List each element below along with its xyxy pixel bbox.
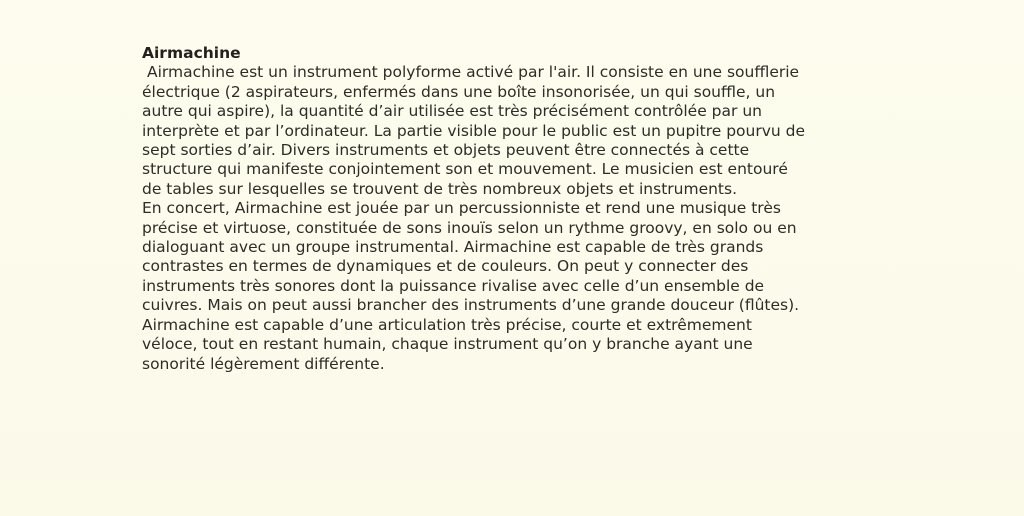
text-line: dialoguant avec un groupe instrumental. Airmachine est capable de très grands <box>142 238 764 257</box>
paragraph-concert <box>142 199 982 374</box>
text-line: de tables sur lesquelles se trouvent de très nombreux objets et instruments. <box>142 179 738 198</box>
document-title: Airmachine <box>142 44 241 62</box>
text-line: Airmachine est capable d’une articulation très précise, courte et extrêmement <box>142 315 752 334</box>
text-line: interprète et par l’ordinateur. La partie visible pour le public est un pupitre pourvu de <box>142 121 806 140</box>
paragraph-description <box>142 63 982 199</box>
text-line: précise et virtuose, constituée de sons inouïs selon un rythme groovy, en solo ou en <box>142 218 797 237</box>
text-line: contrastes en termes de dynamiques et de couleurs. On peut y connecter des <box>142 257 749 276</box>
text-line: instruments très sonores dont la puissance rivalise avec celle d’un ensemble de <box>142 276 765 295</box>
text-line: sept sorties d’air. Divers instruments et objets peuvent être connectés à cette <box>142 141 750 160</box>
text-line: En concert, Airmachine est jouée par un percussionniste et rend une musique très <box>142 199 781 218</box>
article-block <box>142 44 982 374</box>
text-line: véloce, tout en restant humain, chaque instrument qu’on y branche ayant une <box>142 335 753 354</box>
text-line: autre qui aspire), la quantité d’air utilisée est très précisément contrôlée par un <box>142 102 762 121</box>
text-line: Airmachine est un instrument polyforme activé par l'air. Il consiste en une soufflerie <box>147 63 800 82</box>
text-line: structure qui manifeste conjointement son et mouvement. Le musicien est entouré <box>142 160 788 179</box>
text-line: cuivres. Mais on peut aussi brancher des instruments d’une grande douceur (flûtes). <box>142 296 800 315</box>
text-line: sonorité légèrement différente. <box>142 354 385 373</box>
text-line: électrique (2 aspirateurs, enfermés dans une boîte insonorisée, un qui souffle, un <box>142 82 776 101</box>
